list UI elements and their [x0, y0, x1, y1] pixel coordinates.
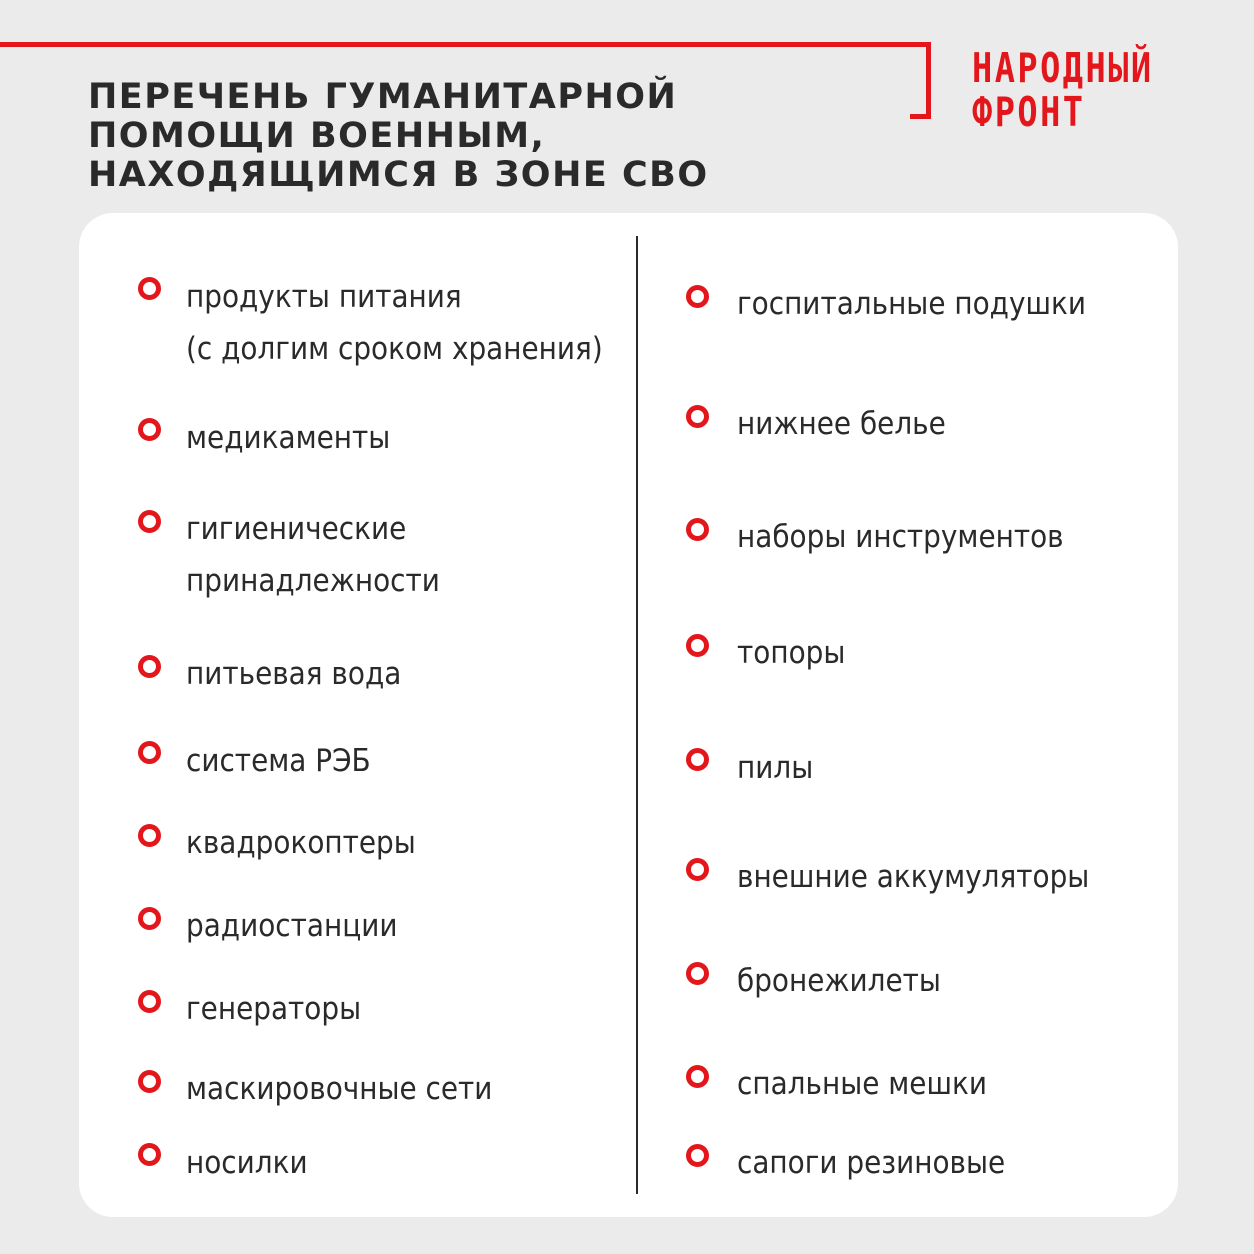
- narodny-front-logo: [972, 46, 1154, 134]
- list-item-text: бронежилеты: [737, 963, 941, 999]
- list-item-text: нижнее белье: [737, 406, 946, 442]
- list-item-text: внешние аккумуляторы: [737, 859, 1090, 895]
- logo-line-1: НАРОДНЫЙ: [972, 44, 1154, 92]
- list-item-text: генераторы: [186, 991, 362, 1027]
- red-ring-bullet-icon: [138, 1143, 161, 1166]
- red-ring-bullet-icon: [686, 285, 709, 308]
- red-ring-bullet-icon: [686, 748, 709, 771]
- red-ring-bullet-icon: [686, 405, 709, 428]
- header-red-bracket-foot: [910, 114, 931, 119]
- list-item-text: медикаменты: [186, 420, 391, 456]
- title-line-2: ПОМОЩИ ВОЕННЫМ,: [88, 116, 546, 156]
- red-ring-bullet-icon: [138, 741, 161, 764]
- title-line-1: ПЕРЕЧЕНЬ ГУМАНИТАРНОЙ: [88, 77, 678, 117]
- list-item-text: квадрокоптеры: [186, 825, 416, 861]
- list-item-text: наборы инструментов: [737, 519, 1064, 555]
- list-item-text: маскировочные сети: [186, 1071, 493, 1107]
- red-ring-bullet-icon: [138, 655, 161, 678]
- red-ring-bullet-icon: [138, 990, 161, 1013]
- page-title: [88, 78, 709, 195]
- red-ring-bullet-icon: [138, 907, 161, 930]
- list-item-text: госпитальные подушки: [737, 286, 1087, 322]
- red-ring-bullet-icon: [686, 518, 709, 541]
- list-item-text: гигиенические принадлежности: [186, 511, 440, 599]
- list-item-text: топоры: [737, 635, 846, 671]
- list-item-text: питьевая вода: [186, 656, 402, 692]
- red-ring-bullet-icon: [138, 824, 161, 847]
- red-ring-bullet-icon: [686, 858, 709, 881]
- list-item-text: радиостанции: [186, 908, 398, 944]
- list-item-text: носилки: [186, 1145, 308, 1181]
- red-ring-bullet-icon: [686, 1144, 709, 1167]
- column-divider: [636, 236, 638, 1194]
- red-ring-bullet-icon: [138, 1070, 161, 1093]
- header-red-line: [0, 42, 926, 47]
- list-item-text: пилы: [737, 750, 814, 786]
- logo-line-2: ФРОНТ: [972, 88, 1086, 136]
- red-ring-bullet-icon: [138, 510, 161, 533]
- title-line-3: НАХОДЯЩИМСЯ В ЗОНЕ СВО: [88, 155, 709, 195]
- red-ring-bullet-icon: [138, 277, 161, 300]
- list-item-text: спальные мешки: [737, 1066, 987, 1102]
- red-ring-bullet-icon: [138, 418, 161, 441]
- header-red-bracket: [926, 42, 931, 119]
- list-item-text: продукты питания (с долгим сроком хранения): [186, 279, 603, 367]
- red-ring-bullet-icon: [686, 1065, 709, 1088]
- list-item-text: сапоги резиновые: [737, 1145, 1006, 1181]
- list-item-text: система РЭБ: [186, 743, 371, 779]
- red-ring-bullet-icon: [686, 634, 709, 657]
- red-ring-bullet-icon: [686, 962, 709, 985]
